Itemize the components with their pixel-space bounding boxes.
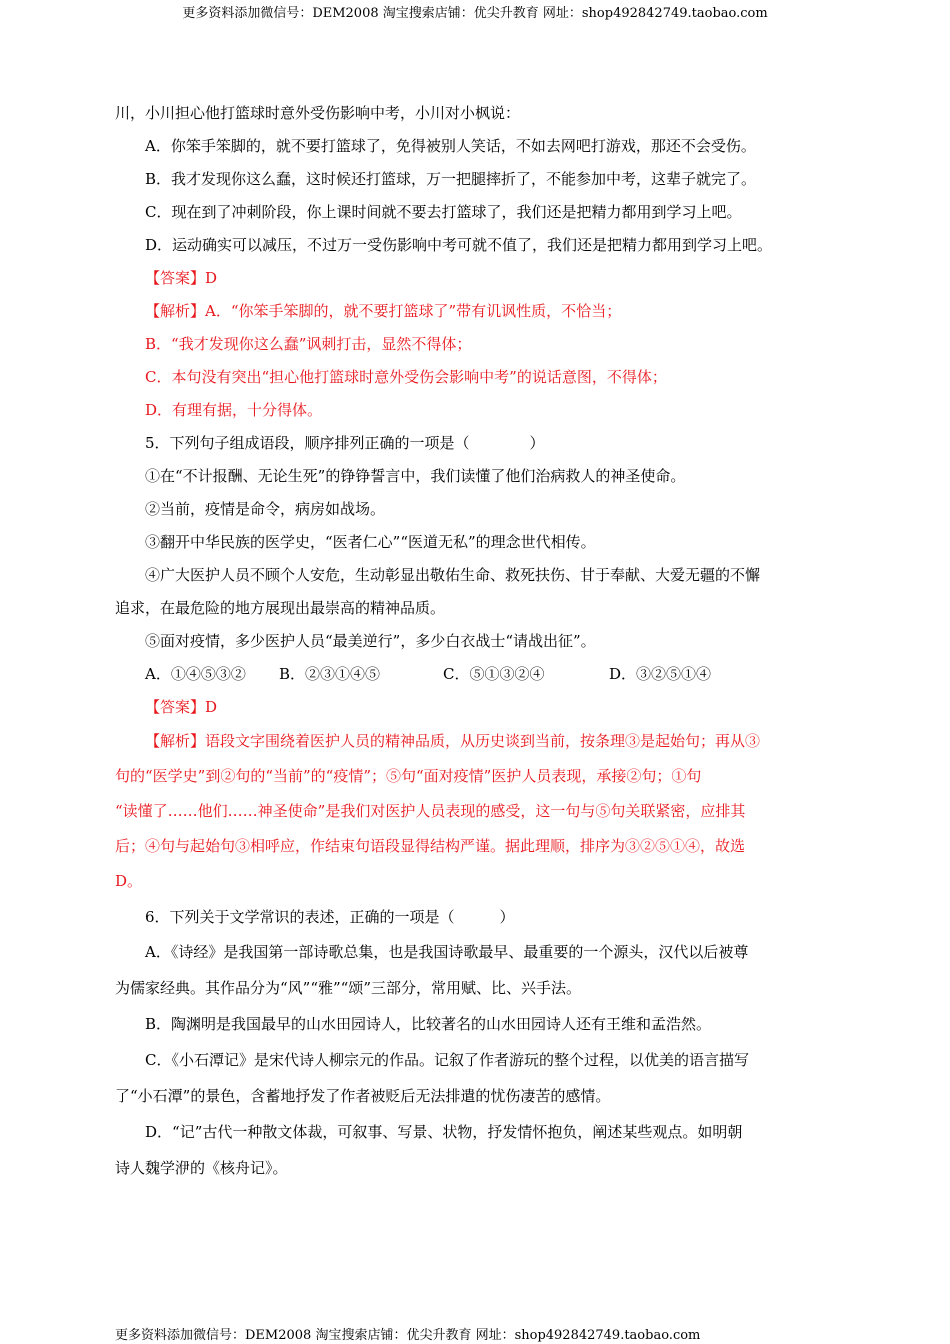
q4-analysis-c: C．本句没有突出“担心他打篮球时意外受伤会影响中考”的说话意图，不得体； [145, 368, 667, 386]
q5-analysis-line-1 [115, 724, 837, 759]
q6-line-6: D．“记”古代一种散文体裁，可叙事、写景、状物，抒发情怀抱负，阐述某些观点。如明朝 [145, 1123, 743, 1141]
answer-value: D [205, 269, 218, 287]
q4-analysis-a [115, 295, 837, 328]
q4-analysis-b: B．“我才发现你这么蠢”讽刺打击，显然不得体； [145, 335, 472, 353]
q4-intro: 川，小川担心他打篮球时意外受伤影响中考，小川对小枫说： [115, 104, 521, 122]
q5-analysis-line-4: 后；④句与起始句③相呼应，作结束句语段显得结构严谨。据此理顺，排序为③②⑤①④，故选 [115, 837, 746, 855]
q6-line-2: 为儒家经典。其作品分为“风”“雅”“颂”三部分，常用赋、比、兴手法。 [115, 979, 582, 997]
analysis-text: A．“你笨手笨脚的，就不要打篮球了”带有讥讽性质，不恰当； [205, 302, 622, 320]
q5-option-a: A．①④⑤③② [145, 665, 246, 683]
q6-stem: 6．下列关于文学常识的表述，正确的一项是（ ） [145, 908, 515, 926]
answer-label: 【答案】 [145, 269, 206, 287]
q5-option-d: D．③②⑤①④ [609, 665, 712, 683]
answer-label: 【答案】 [145, 698, 206, 716]
q5-sentence-4: ④广大医护人员不顾个人安危，生动彰显出敬佑生命、救死扶伤、甘于奉献、大爱无疆的不懈 [145, 566, 761, 584]
q5-analysis-line-3: “读懂了……他们……神圣使命”是我们对医护人员表现的感受，这一句与⑤句关联紧密，应排其 [115, 802, 746, 820]
q4-analysis-d: D．有理有据，十分得体。 [145, 401, 323, 419]
q6-line-4: C．《小石潭记》是宋代诗人柳宗元的作品。记叙了作者游玩的整个过程，以优美的语言描写 [145, 1051, 749, 1069]
q5-stem: 5．下列句子组成语段，顺序排列正确的一项是（ ） [145, 434, 545, 452]
q5-answer [115, 691, 837, 724]
document-body [115, 97, 837, 1186]
q6-line-7: 诗人魏学洢的《核舟记》。 [115, 1159, 288, 1177]
analysis-label: 【解析】 [145, 732, 206, 750]
q4-option-b: B．我才发现你这么蠢，这时候还打篮球，万一把腿摔折了，不能参加中考，这辈子就完了。 [145, 170, 757, 188]
q5-option-b: B．②③①④⑤ [279, 665, 381, 683]
q5-analysis-line-5: D。 [115, 872, 143, 890]
q5-sentence-2: ②当前，疫情是命令，病房如战场。 [145, 500, 386, 518]
q5-sentence-5: ⑤面对疫情，多少医护人员“最美逆行”，多少白衣战士“请战出征”。 [145, 632, 596, 650]
q4-option-a: A．你笨手笨脚的，就不要打篮球了，免得被别人笑话，不如去网吧打游戏，那还不会受伤。 [145, 137, 756, 155]
analysis-label: 【解析】 [145, 302, 206, 320]
q4-option-d: D．运动确实可以减压，不过万一受伤影响中考可就不值了，我们还是把精力都用到学习上吧。 [145, 236, 773, 254]
page-footer: 更多资料添加微信号：DEM2008 淘宝搜索店铺：优尖升教育 网址：shop492842749.taobao.com [115, 1328, 701, 1343]
q5-sentence-4-cont: 追求，在最危险的地方展现出最崇高的精神品质。 [115, 599, 446, 617]
q5-options [115, 658, 837, 691]
q6-line-3: B．陶渊明是我国最早的山水田园诗人，比较著名的山水田园诗人还有王维和孟浩然。 [145, 1015, 712, 1033]
q5-sentence-1: ①在“不计报酬、无论生死”的铮铮誓言中，我们读懂了他们治病救人的神圣使命。 [145, 467, 686, 485]
answer-value: D [205, 698, 218, 716]
q6-line-1: A．《诗经》是我国第一部诗歌总集，也是我国诗歌最早、最重要的一个源头，汉代以后被尊 [145, 943, 749, 961]
q4-answer [115, 262, 837, 295]
q4-option-c: C．现在到了冲刺阶段，你上课时间就不要去打篮球了，我们还是把精力都用到学习上吧。 [145, 203, 742, 221]
q5-sentence-3: ③翻开中华民族的医学史，“医者仁心”“医道无私”的理念世代相传。 [145, 533, 596, 551]
q6-line-5: 了“小石潭”的景色，含蓄地抒发了作者被贬后无法排遣的忧伤凄苦的感情。 [115, 1087, 611, 1105]
q5-option-c: C．⑤①③②④ [443, 665, 545, 683]
analysis-text: 语段文字围绕着医护人员的精神品质，从历史谈到当前，按条理③是起始句；再从③ [205, 732, 761, 750]
q5-analysis-line-2: 句的“医学史”到②句的“当前”的“疫情”；⑤句“面对疫情”医护人员表现，承接②句；①句 [115, 767, 702, 785]
page-header: 更多资料添加微信号：DEM2008 淘宝搜索店铺：优尖升教育 网址：shop492842749.taobao.com [182, 6, 768, 21]
